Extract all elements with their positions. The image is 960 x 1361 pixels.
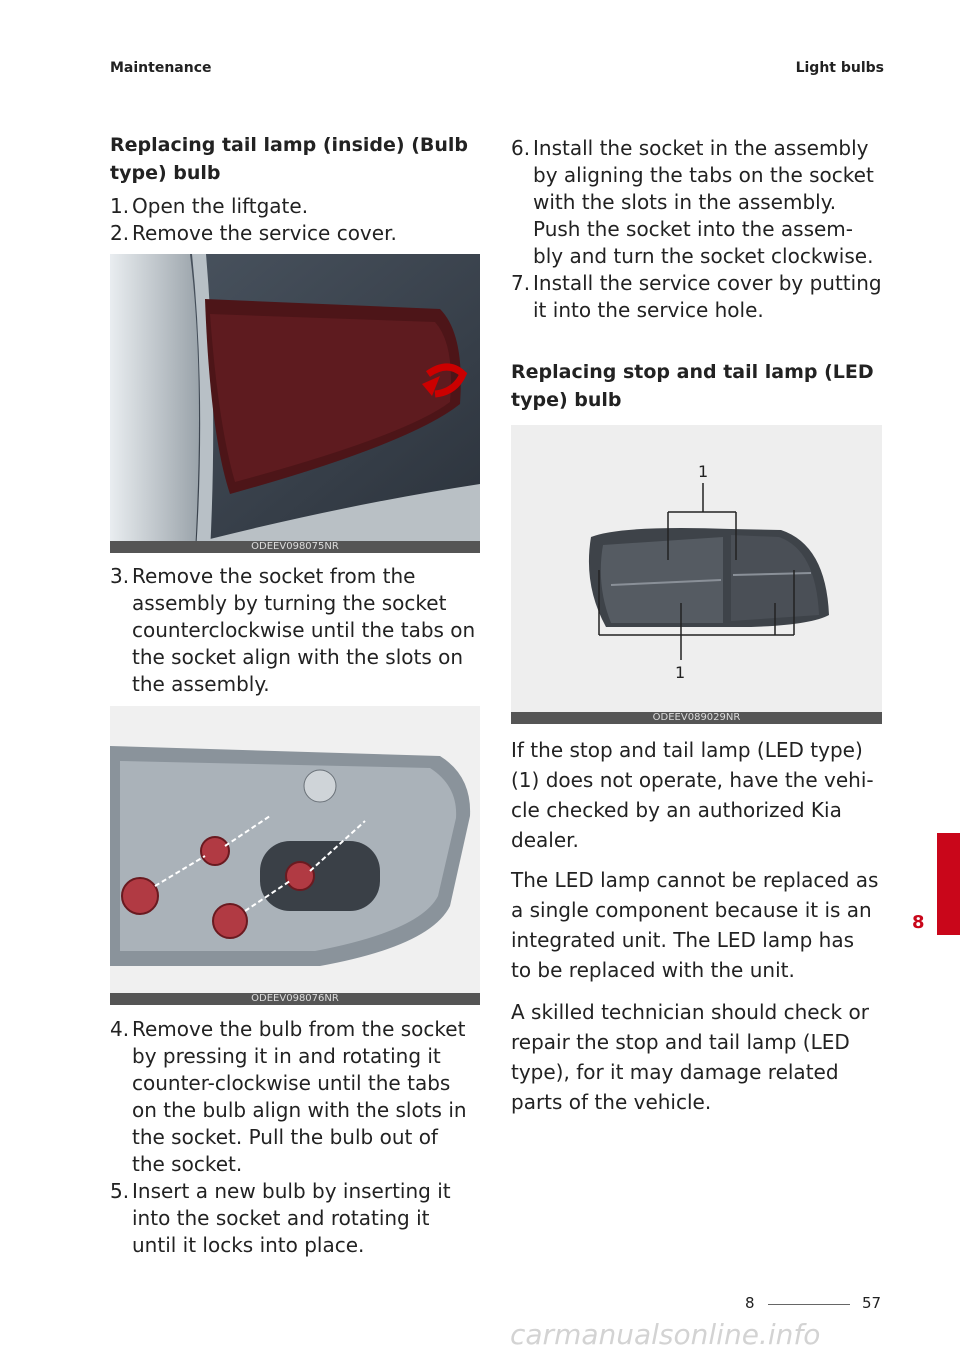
callout-bottom: 1 [675, 663, 686, 682]
figure-caption: ODEEV098075NR [110, 541, 480, 553]
step-item: 5. Insert a new bulb by inserting it into the socket and rotating it until it locks into place. [110, 1179, 451, 1257]
steps-6-7 [511, 135, 886, 324]
figure-service-cover [110, 254, 480, 553]
socket-removal-illustration [110, 706, 480, 1005]
service-cover-illustration [110, 254, 480, 553]
callout-top: 1 [698, 462, 709, 481]
header-section-title: Maintenance [110, 60, 212, 76]
steps-4-5 [110, 1016, 485, 1259]
chapter-tab-number: 8 [912, 912, 925, 933]
footer-chapter-number: 8 [745, 1294, 755, 1312]
figure-socket-removal [110, 706, 480, 1005]
section-title-led-lamp: Replacing stop and tail lamp (LED type) bulb [511, 361, 874, 411]
step-item: 3. Remove the socket from the assembly by turning the socket counterclockwise until the tabs on the socket align with the slots on the assembly. [110, 564, 476, 696]
header-topic-title: Light bulbs [795, 60, 884, 76]
step-3 [110, 563, 480, 698]
footer-page-number: 57 [862, 1294, 882, 1312]
step-item: 6. Install the socket in the assembly by aligning the tabs on the socket with the slots in the assembly. Push the socket into the assem- bly and turn the socket clockwise. [511, 136, 874, 268]
watermark: carmanualsonline.info [510, 1318, 821, 1351]
paragraph-led-not-operate: If the stop and tail lamp (LED type) (1) does not operate, have the vehi- cle checked by an authorized Kia dealer. [511, 738, 874, 852]
paragraph-skilled-technician: A skilled technician should check or repair the stop and tail lamp (LED type), for it may damage related parts of the vehicle. [511, 1000, 869, 1114]
figure-caption: ODEEV089029NR [511, 712, 882, 724]
footer-divider [768, 1304, 850, 1305]
chapter-tab [937, 833, 960, 935]
step-item: 2. Remove the service cover. [110, 221, 397, 245]
step-item: 7. Install the service cover by putting it into the service hole. [511, 271, 882, 322]
steps-1-2 [110, 193, 480, 247]
step-item: 4. Remove the bulb from the socket by pressing it in and rotating it counter-clockwise until the tabs on the bulb align with the slots in the socket. Pull the bulb out of the socket. [110, 1017, 467, 1176]
figure-led-tail-lamp [511, 425, 882, 724]
led-tail-lamp-illustration [511, 425, 882, 724]
step-item: 1. Open the liftgate. [110, 194, 309, 218]
figure-caption: ODEEV098076NR [110, 993, 480, 1005]
section-title-tail-lamp-inside: Replacing tail lamp (inside) (Bulb type) bulb [110, 134, 468, 184]
paragraph-led-integrated: The LED lamp cannot be replaced as a single component because it is an integrated unit. The LED lamp has to be replaced with the unit. [511, 868, 879, 982]
